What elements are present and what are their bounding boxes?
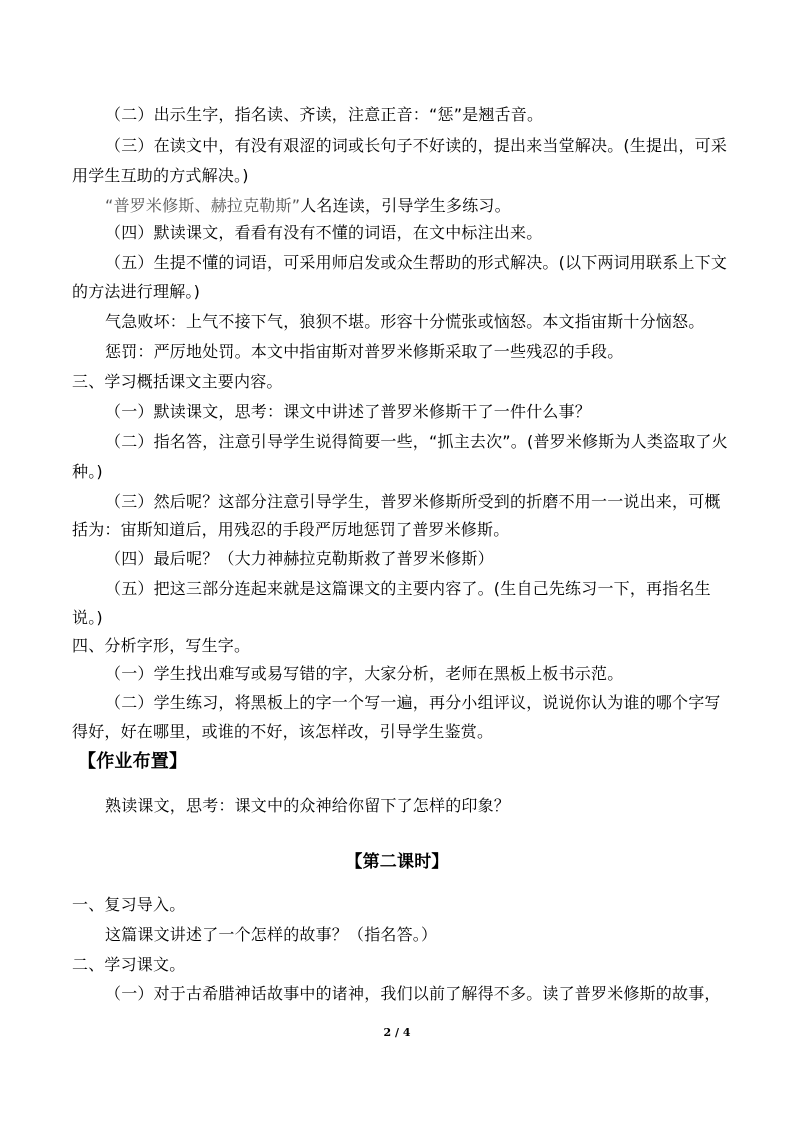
quoted-names: “普罗米修斯、赫拉克勒斯” xyxy=(105,196,301,215)
section-heading: 三、学习概括课文主要内容。 xyxy=(72,372,283,391)
text-line: （一）对于古希腊神话故事中的诸神，我们以前了解得不多。读了普罗米修斯的故事， xyxy=(105,984,721,1003)
section-heading: 二、学习课文。 xyxy=(72,955,186,974)
text-line: （四）默读课文，看看有没有不懂的词语，在文中标注出来。 xyxy=(105,223,543,242)
text-line: （一）默读课文，思考：课文中讲述了普罗米修斯干了一件什么事？ xyxy=(105,402,592,421)
text-line xyxy=(105,196,511,216)
text-line: 的方法进行理解。) xyxy=(72,282,201,301)
homework-heading: 【作业布置】 xyxy=(78,751,188,772)
text-line: （五）生提不懂的词语，可采用师启发或众生帮助的形式解决。(以下两词用联系上下文 xyxy=(105,253,728,272)
lesson-title: 【第二课时】 xyxy=(345,852,449,872)
text-line: 种。) xyxy=(72,462,103,481)
text-line: 用学生互助的方式解决。) xyxy=(72,166,249,185)
text-line: 这篇课文讲述了一个怎样的故事？（指名答。） xyxy=(105,925,438,944)
text-line: （三）然后呢？这部分注意引导学生，普罗米修斯所受到的折磨不用一一说出来，可概 xyxy=(105,492,721,511)
text-line: 括为：宙斯知道后，用残忍的手段严厉地惩罚了普罗米修斯。 xyxy=(72,520,510,539)
text-line: （一）学生找出难写或易写错的字，大家分析，老师在黑板上板书示范。 xyxy=(105,664,624,683)
page-number: 2 / 4 xyxy=(383,1026,411,1039)
text-line: （五）把这三部分连起来就是这篇课文的主要内容了。(生自己先练习一下，再指名生 xyxy=(105,579,711,598)
text-line: 惩罚：严厉地处罚。本文中指宙斯对普罗米修斯采取了一些残忍的手段。 xyxy=(105,342,624,361)
text-line: （三）在读文中，有没有艰涩的词或长句子不好读的，提出来当堂解决。(生提出，可采 xyxy=(105,136,728,155)
section-heading: 四、分析字形，写生字。 xyxy=(72,636,251,655)
text-line: （二）学生练习，将黑板上的字一个写一遍，再分小组评议，说说你认为谁的哪个字写 xyxy=(105,693,721,712)
text-line: 说。) xyxy=(72,608,103,627)
text-line: （二）出示生字，指名读、齐读，注意正音：“惩”是翘舌音。 xyxy=(105,105,544,124)
text-line: （二）指名答，注意引导学生说得简要一些，“抓主去次”。(普罗米修斯为人类盗取了火 xyxy=(105,432,728,451)
text-line: 得好，好在哪里，或谁的不好，该怎样改，引导学生鉴赏。 xyxy=(72,722,494,741)
text-line: （四）最后呢？（大力神赫拉克勒斯救了普罗米修斯） xyxy=(105,549,494,568)
text-fragment: 人名连读，引导学生多练习。 xyxy=(300,196,511,215)
text-line: 熟读课文，思考：课文中的众神给你留下了怎样的印象？ xyxy=(105,796,511,815)
section-heading: 一、复习导入。 xyxy=(72,895,186,914)
text-line: 气急败坏：上气不接下气，狼狈不堪。形容十分慌张或恼怒。本文指宙斯十分恼怒。 xyxy=(105,312,705,331)
